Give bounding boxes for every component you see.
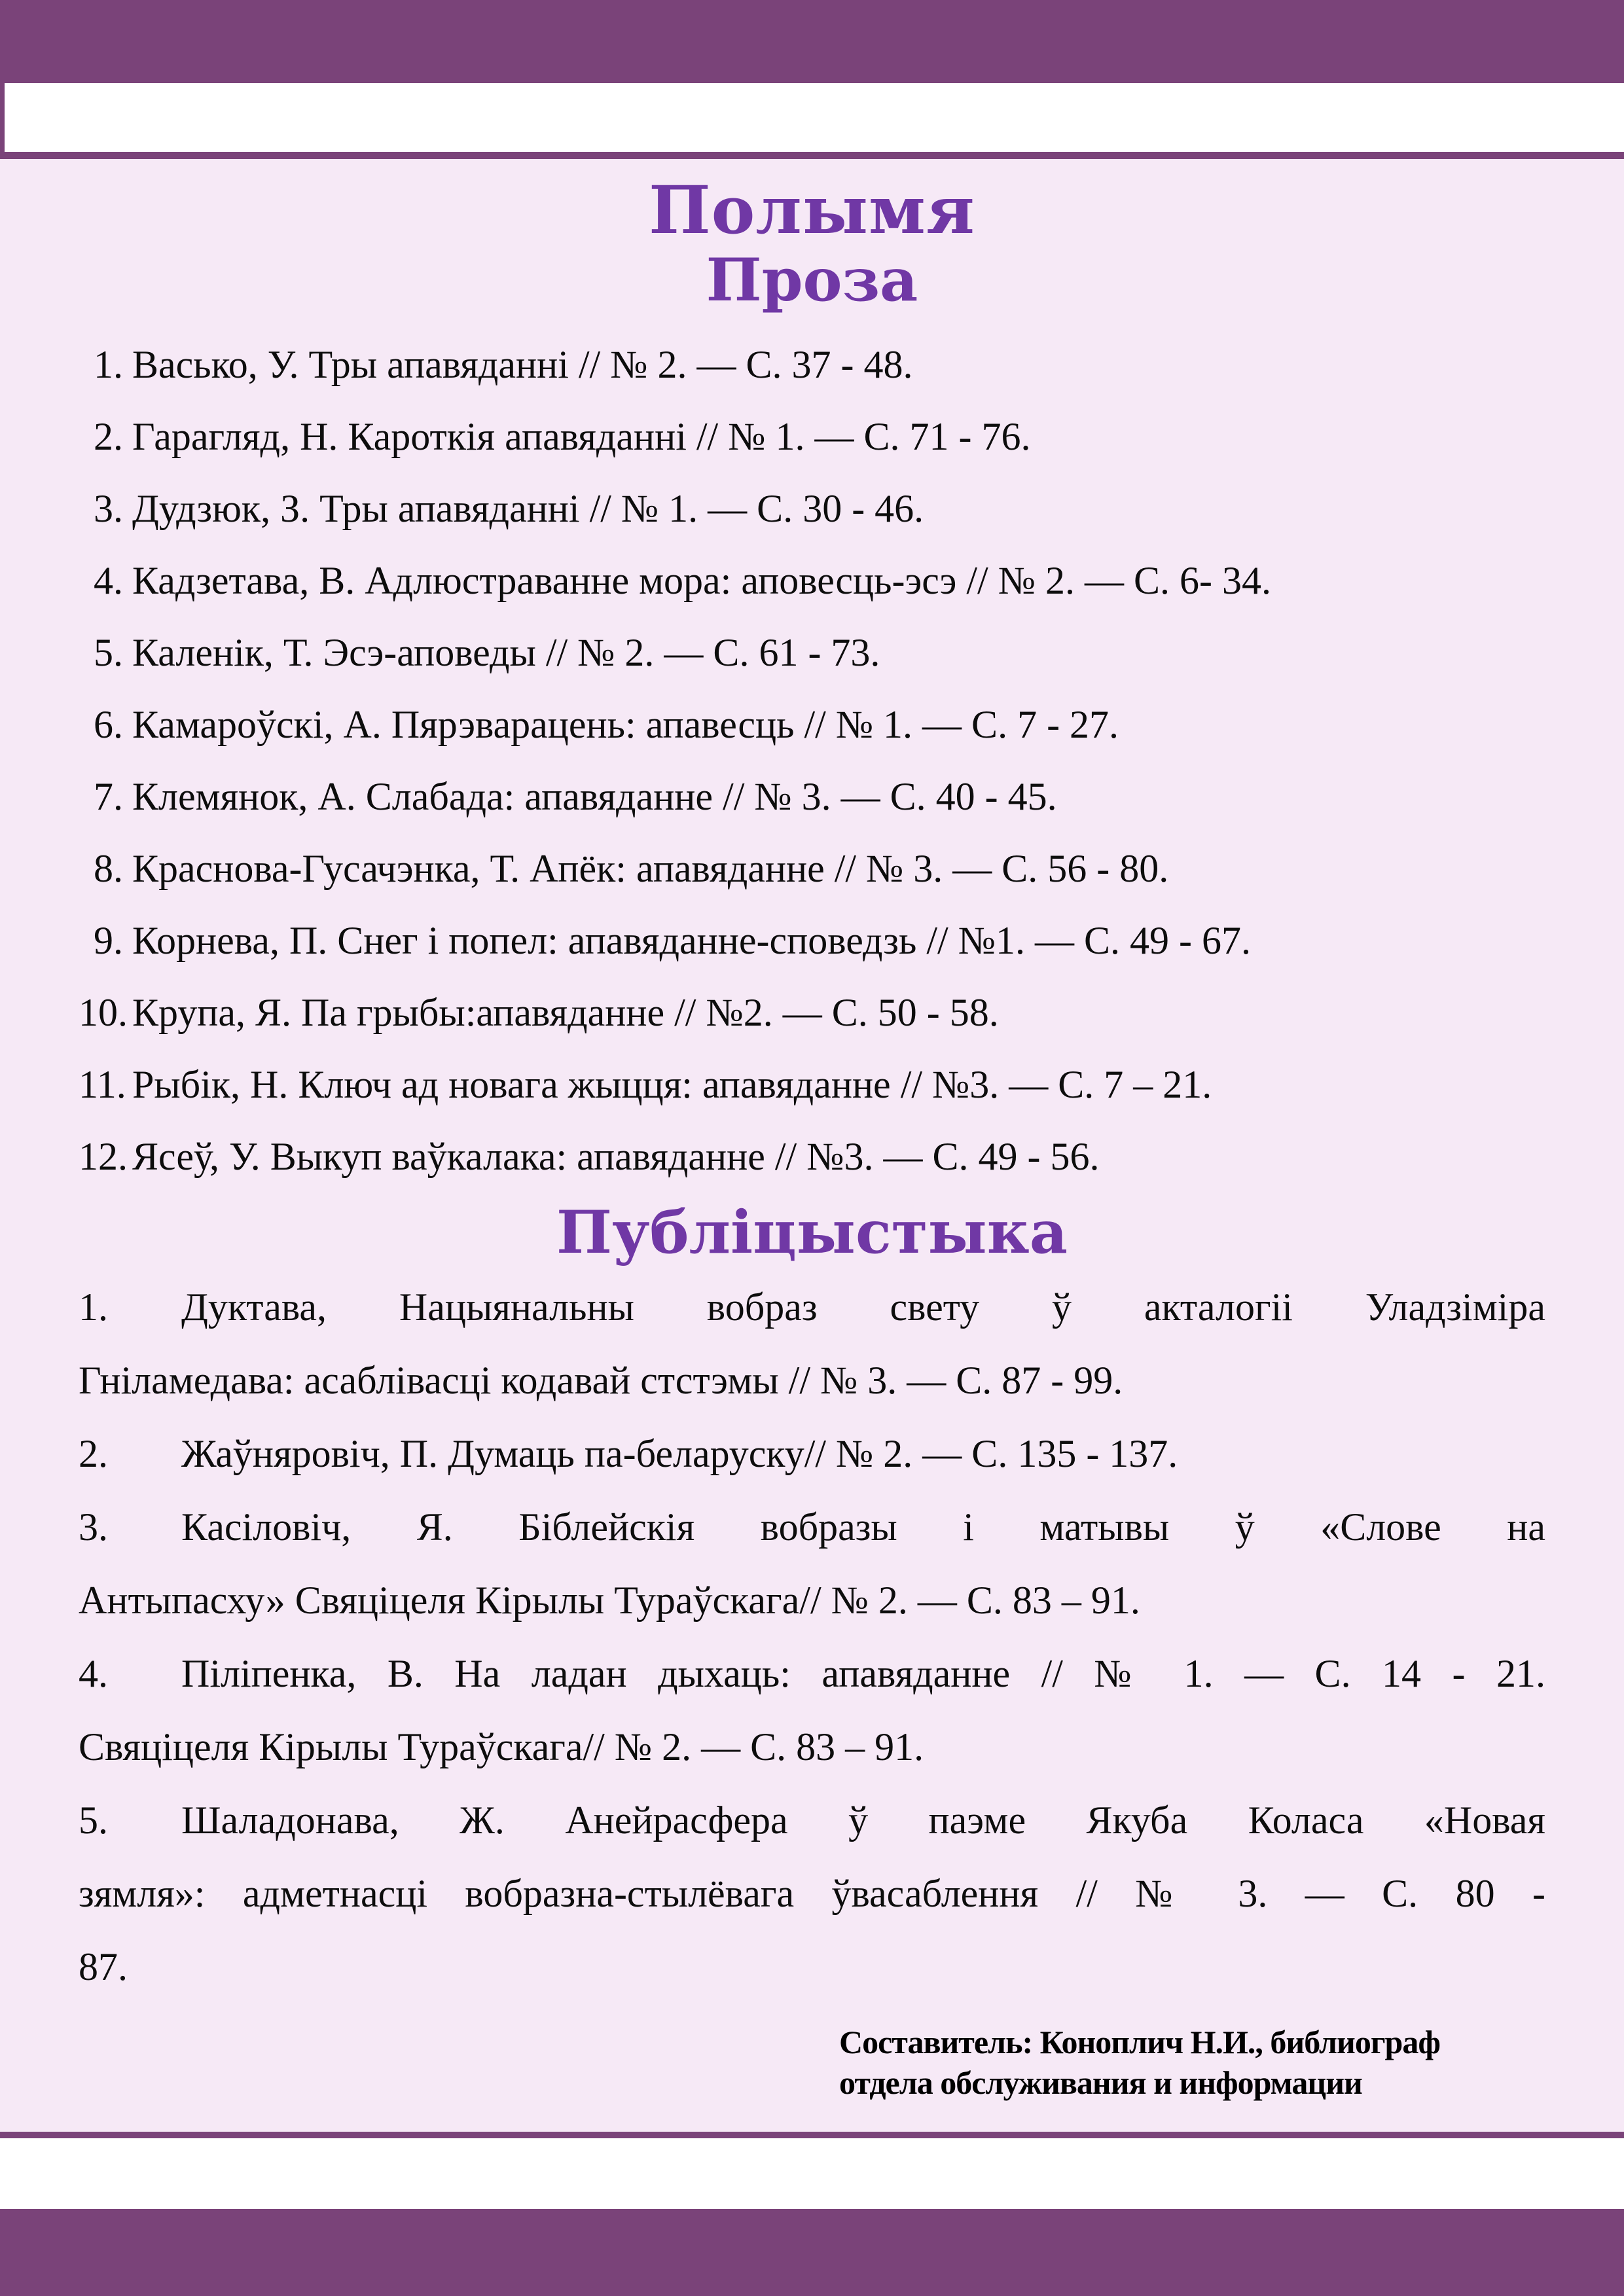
compiler-credit-line1: Составитель: Коноплич Н.И., библиограф [839,2024,1440,2060]
entry-number: 10. [79,991,128,1034]
entry-number: 1. [79,1285,108,1329]
entry-text: Крупа, Я. Па грыбы:апавяданне // №2. — С. 50 - 58. [132,991,999,1034]
entry-line [79,1784,1545,1857]
bibliography-entry [79,689,1545,761]
entry-text: Корнева, П. Снег і попел: апавяданне-споведзь // №1. — С. 49 - 67. [132,919,1251,962]
bibliography-entry [79,545,1545,617]
entry-number: 12. [79,1135,128,1178]
bibliography-entry [79,761,1545,833]
entry-line [79,1417,1545,1490]
bottom-divider-rule [0,2132,1624,2138]
entry-text: Краснова-Гусачэнка, Т. Апёк: апавяданне // № 3. — С. 56 - 80. [132,847,1169,890]
entry-number: 5. [79,1799,108,1842]
entry-line [79,1490,1545,1564]
entry-text: Касіловіч, Я. Біблейскія вобразы і матывы ў «Слове на [181,1505,1545,1549]
entry-text: Дудзюк, З. Тры апавяданні // № 1. — С. 30 - 46. [132,487,924,530]
entry-line [79,1270,1545,1344]
compiler-credit [839,2022,1545,2103]
entry-line: 87. [79,1945,128,1988]
entry-number: 9. [94,919,123,962]
section-title-publicystyka: Публіцыстыка [556,1198,1068,1267]
entry-text: Камароўскі, А. Пярэварацень: апавесць // № 1. — С. 7 - 27. [132,703,1119,746]
proza-entry-list [79,329,1545,1193]
entry-line [79,1637,1545,1710]
entry-text: Ясеў, У. Выкуп ваўкалака: апавяданне // №3. — С. 49 - 56. [132,1135,1100,1178]
top-white-strip [0,83,1624,152]
bibliography-entry [79,905,1545,977]
entry-line: зямля»: адметнасці вобразна-стылёвага ўвасаблення // № 3. — С. 80 - [79,1872,1545,1915]
publicystyka-entry-list [79,1270,1545,2003]
entry-text: Кадзетава, В. Адлюстраванне мора: аповесць-эсэ // № 2. — С. 6- 34. [132,559,1271,602]
entry-number: 3. [94,487,123,530]
bottom-purple-bar [0,2209,1624,2296]
entry-number: 2. [79,1432,108,1475]
entry-text: Васько, У. Тры апавяданні // № 2. — С. 37 - 48. [132,343,913,386]
top-divider-rule [0,152,1624,159]
bibliography-entry [79,1784,1545,2003]
entry-line: Антыпасху» Свяціцеля Кірылы Тураўскага// № 2. — С. 83 – 91. [79,1579,1140,1622]
bibliography-entry [79,833,1545,905]
entry-number: 2. [94,415,123,458]
bibliography-entry [79,473,1545,545]
entry-text: Клемянок, А. Слабада: апавяданне // № 3. — С. 40 - 45. [132,775,1057,818]
entry-line: Гніламедава: асаблівасці кодавай стстэмы // № 3. — С. 87 - 99. [79,1359,1123,1402]
journal-title: Полымя [649,171,975,249]
entry-text: Рыбік, Н. Ключ ад новага жыцця: апавяданне // №3. — С. 7 – 21. [132,1063,1212,1106]
bibliography-entry [79,617,1545,689]
bibliography-entry [79,1270,1545,1417]
bibliography-entry [79,401,1545,473]
entry-number: 4. [94,559,123,602]
entry-text: Піліпенка, В. На ладан дыхаць: апавяданне // № 1. — С. 14 - 21. [181,1652,1545,1695]
bibliography-entry [79,1637,1545,1784]
entry-line: Свяціцеля Кірылы Тураўскага// № 2. — С. 83 – 91. [79,1725,924,1768]
bibliography-entry [79,329,1545,401]
entry-text: Каленік, Т. Эсэ-аповеды // № 2. — С. 61 - 73. [132,631,880,674]
entry-number: 8. [94,847,123,890]
section-title-proza: Проза [706,245,918,315]
entry-number: 11. [79,1063,126,1106]
entry-text: Шаладонава, Ж. Анейрасфера ў паэме Якуба Коласа «Новая [181,1799,1545,1842]
entry-number: 7. [94,775,123,818]
entry-number: 3. [79,1505,108,1549]
entry-number: 1. [94,343,123,386]
bibliography-entry [79,1490,1545,1637]
entry-number: 4. [79,1652,108,1695]
content-area [0,159,1624,2132]
compiler-credit-line2: отдела обслуживания и информации [839,2064,1362,2101]
left-accent-bar [0,83,5,152]
entry-text: Жаўняровіч, П. Думаць па-беларуску// № 2. — С. 135 - 137. [181,1432,1178,1475]
entry-number: 6. [94,703,123,746]
entry-number: 5. [94,631,123,674]
bibliography-entry [79,1121,1545,1193]
top-purple-bar [0,0,1624,83]
bottom-white-strip [0,2138,1624,2209]
entry-text: Дуктава, Нацыянальны вобраз свету ў акталогіі Уладзіміра [181,1285,1545,1329]
bibliography-entry [79,1049,1545,1121]
entry-text: Гарагляд, Н. Кароткія апавяданні // № 1. — С. 71 - 76. [132,415,1031,458]
bibliography-entry [79,977,1545,1049]
bibliography-entry [79,1417,1545,1490]
